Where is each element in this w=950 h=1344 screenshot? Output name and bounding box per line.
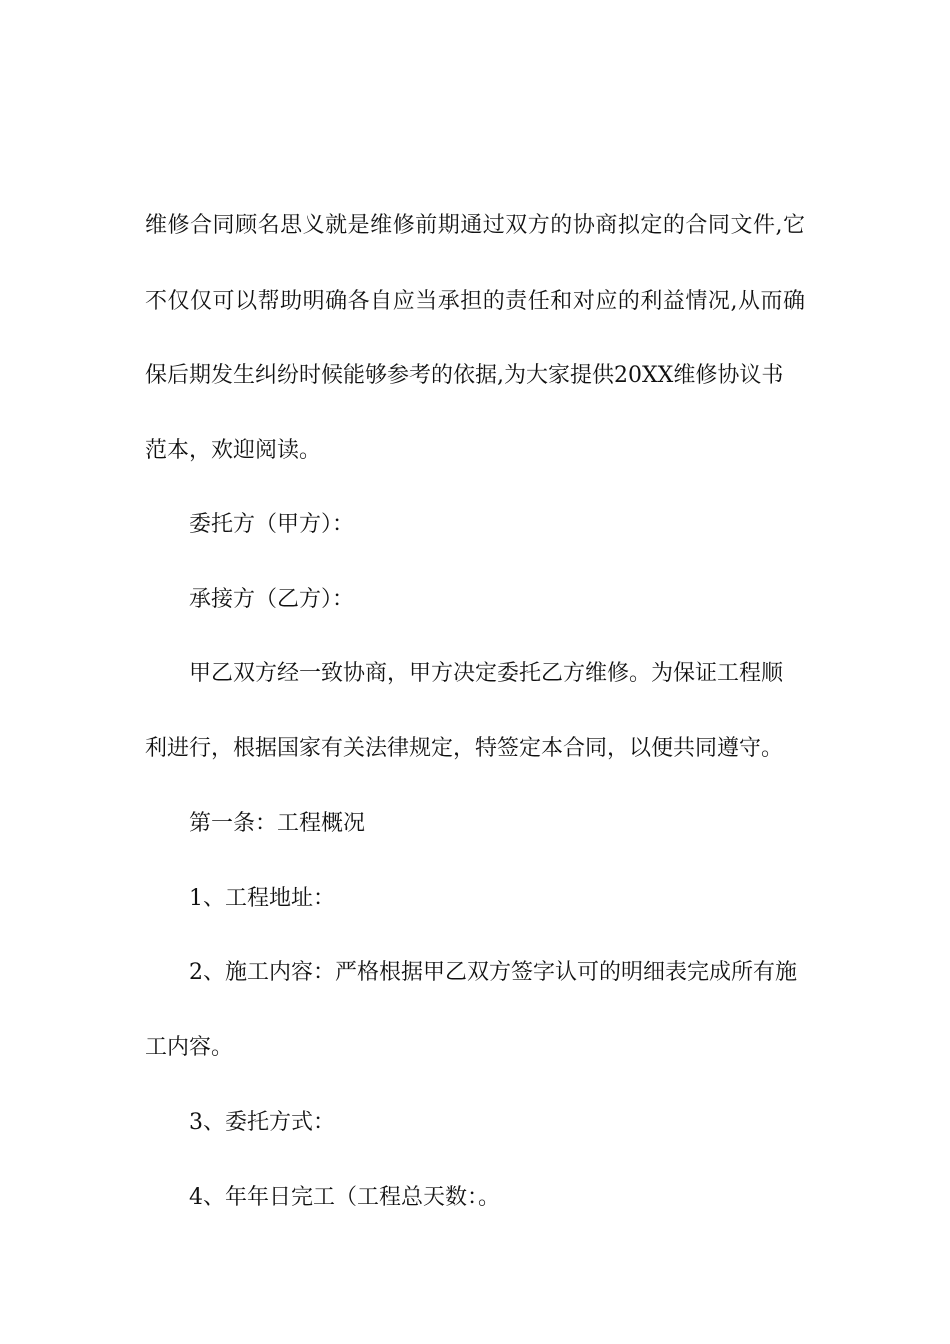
item-1-address: 1、工程地址： (189, 886, 335, 911)
intro-line-4: 范本，欢迎阅读。 (145, 438, 322, 463)
party-a-label: 委托方（甲方）： (189, 512, 355, 537)
item-2-line-1: 2、施工内容：严格根据甲乙双方签字认可的明细表完成所有施 (189, 960, 797, 985)
intro-line-3: 保后期发生纠纷时候能够参考的依据,为大家提供20XX维修协议书 (145, 363, 784, 388)
intro-line-1: 维修合同顾名思义就是维修前期通过双方的协商拟定的合同文件,它 (145, 213, 805, 238)
article-1-heading: 第一条：工程概况 (189, 811, 366, 836)
agreement-line-2: 利进行，根据国家有关法律规定，特签定本合同，以便共同遵守。 (145, 736, 784, 761)
item-4-completion: 4、年年日完工（工程总天数：。 (189, 1185, 500, 1210)
item-3-method: 3、委托方式： (189, 1110, 335, 1135)
agreement-line-1: 甲乙双方经一致协商，甲方决定委托乙方维修。为保证工程顺 (189, 661, 784, 686)
party-b-label: 承接方（乙方）： (189, 587, 355, 612)
intro-line-2: 不仅仅可以帮助明确各自应当承担的责任和对应的利益情况,从而确 (145, 289, 805, 314)
item-2-line-2: 工内容。 (145, 1035, 234, 1060)
